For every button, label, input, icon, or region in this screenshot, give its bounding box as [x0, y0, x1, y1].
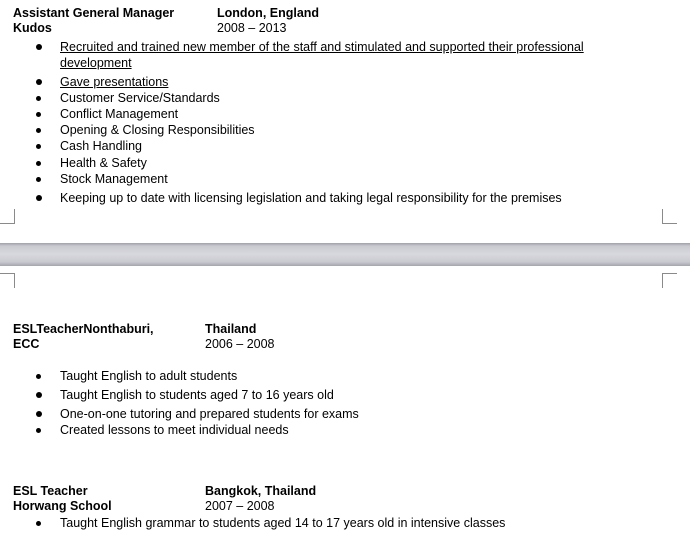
- job2-company: ECC: [13, 337, 40, 351]
- page-break-gap: [0, 243, 690, 266]
- list-item: Gave presentations: [60, 75, 169, 89]
- page-corner-marker: [662, 209, 677, 224]
- list-item: Customer Service/Standards: [60, 91, 220, 105]
- bullet-dot: [36, 161, 41, 166]
- page-corner-marker: [0, 273, 15, 288]
- list-item: Keeping up to date with licensing legislation and taking legal responsibility for the premises: [60, 191, 562, 205]
- list-item: Recruited and trained new member of the staff and stimulated and supported their professional: [60, 40, 584, 54]
- bullet-dot: [36, 96, 41, 101]
- bullet-dot: [36, 144, 41, 149]
- job1-company: Kudos: [13, 21, 52, 35]
- bullet-dot: [36, 112, 41, 117]
- list-item: Stock Management: [60, 172, 168, 186]
- page-corner-marker: [662, 273, 677, 288]
- job3-dates: 2007 – 2008: [205, 499, 275, 513]
- list-item: One-on-one tutoring and prepared students for exams: [60, 407, 359, 421]
- list-item: Health & Safety: [60, 156, 147, 170]
- list-item: Taught English grammar to students aged 14 to 17 years old in intensive classes: [60, 516, 506, 530]
- bullet-dot: [36, 79, 42, 85]
- bullet-dot: [36, 392, 42, 398]
- job2-title: ESLTeacherNonthaburi,: [13, 322, 154, 336]
- bullet-dot: [36, 411, 42, 417]
- list-item: Taught English to adult students: [60, 369, 238, 383]
- job2-location: Thailand: [205, 322, 257, 336]
- page-corner-marker: [0, 209, 15, 224]
- job1-dates: 2008 – 2013: [217, 21, 287, 35]
- bullet-dot: [36, 521, 41, 526]
- list-item: Cash Handling: [60, 139, 142, 153]
- job3-location: Bangkok, Thailand: [205, 484, 317, 498]
- job3-company: Horwang School: [13, 499, 112, 513]
- list-item: Opening & Closing Responsibilities: [60, 123, 255, 137]
- bullet-dot: [36, 128, 41, 133]
- job3-title: ESL Teacher: [13, 484, 88, 498]
- bullet-dot: [36, 44, 42, 50]
- list-item: development: [60, 56, 132, 70]
- bullet-dot: [36, 428, 41, 433]
- bullet-dot: [36, 374, 41, 379]
- list-item: Taught English to students aged 7 to 16 years old: [60, 388, 334, 402]
- bullet-dot: [36, 195, 42, 201]
- job1-title: Assistant General Manager: [13, 6, 175, 20]
- job2-dates: 2006 – 2008: [205, 337, 275, 351]
- list-item: Conflict Management: [60, 107, 179, 121]
- list-item: Created lessons to meet individual needs: [60, 423, 289, 437]
- job1-location: London, England: [217, 6, 320, 20]
- bullet-dot: [36, 177, 41, 182]
